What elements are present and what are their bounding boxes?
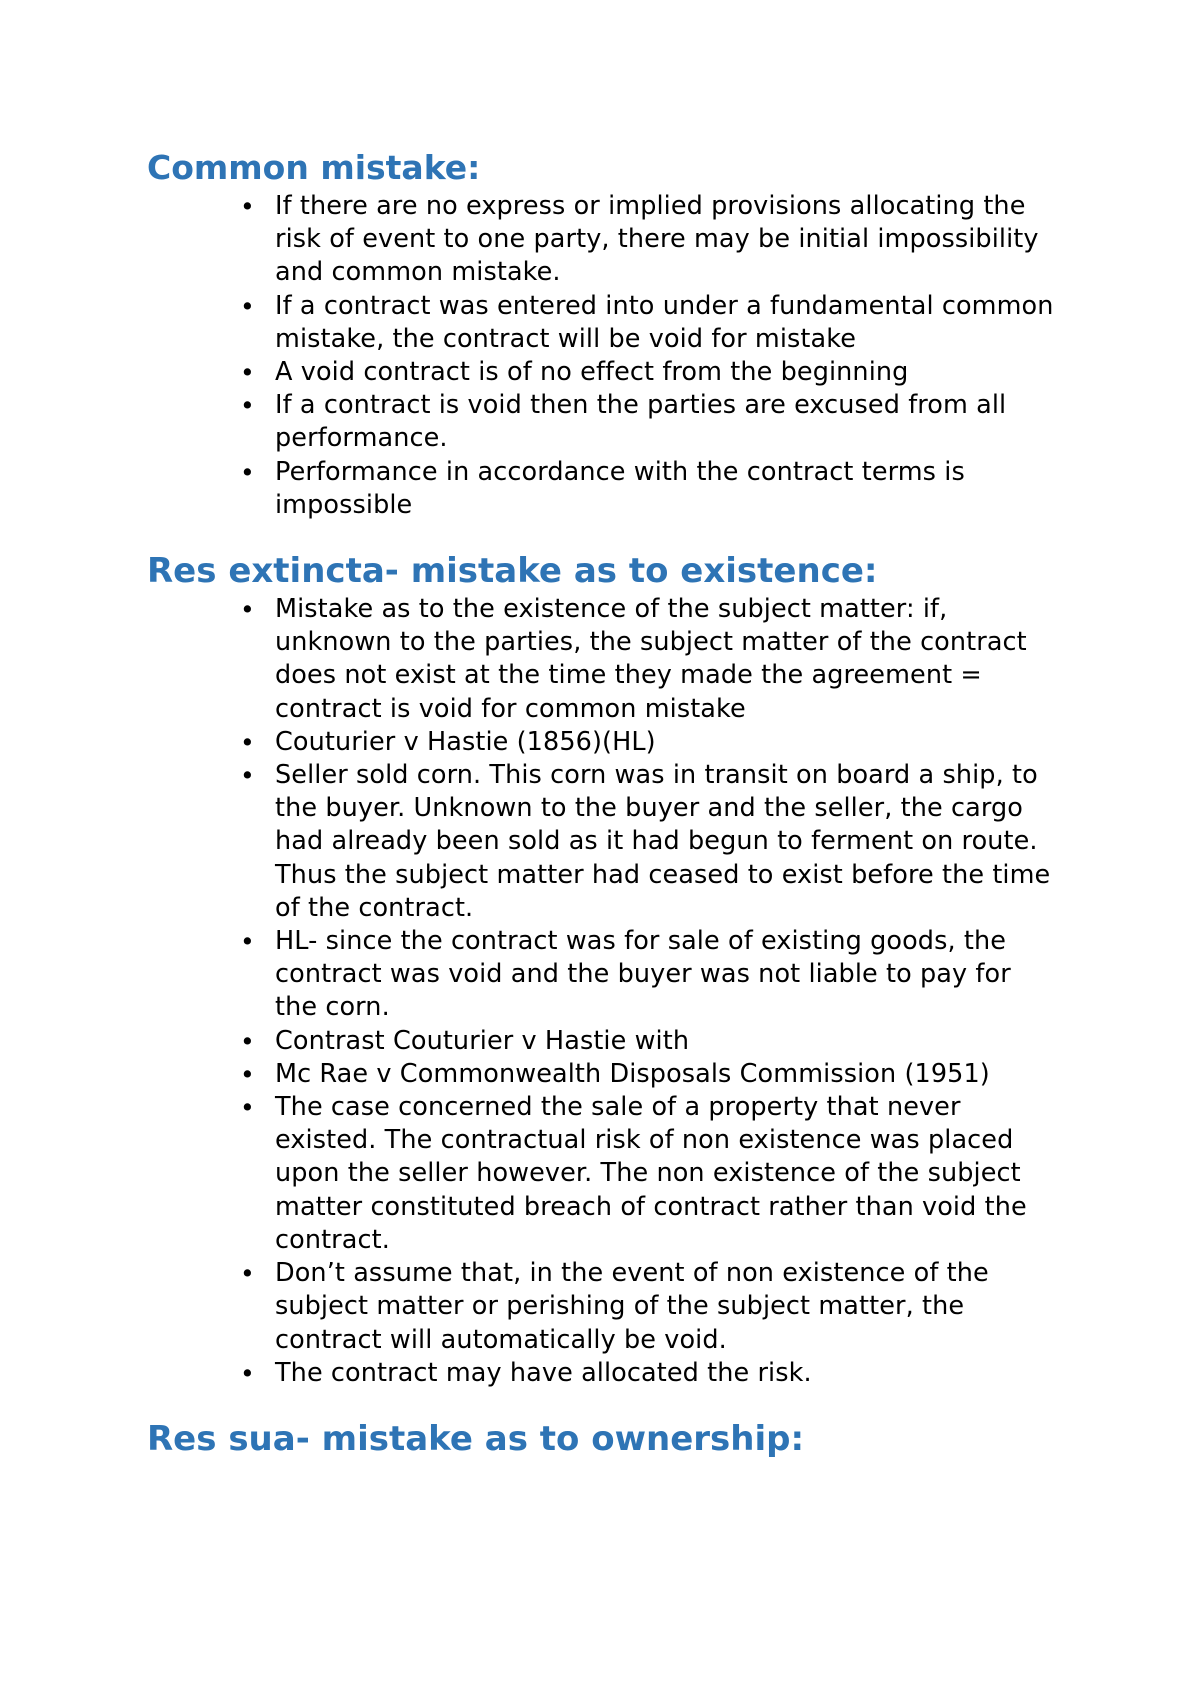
list-item xyxy=(240,1091,1060,1257)
bullet-icon: • xyxy=(240,1059,255,1089)
bullet-icon: • xyxy=(240,727,255,757)
list-item xyxy=(240,456,1060,522)
list-item xyxy=(240,190,1060,290)
list-item xyxy=(240,1357,1060,1390)
section-heading: Common mistake: xyxy=(147,148,481,187)
list-item xyxy=(240,593,1060,726)
list-item-text: Mistake as to the existence of the subject matter: if, unknown to the parties, the subject matter of the contract does not exist at the time they made the agreement = contract is void for common mistake xyxy=(275,594,1027,724)
bullet-icon: • xyxy=(240,927,255,957)
list-item-text: Couturier v Hastie (1856)(HL) xyxy=(275,726,656,757)
section-heading: Res sua- mistake as to ownership: xyxy=(147,1418,805,1459)
list-item-text: Mc Rae v Commonwealth Disposals Commission (1951) xyxy=(275,1058,990,1089)
list-item xyxy=(240,290,1060,356)
list-item-text: Don’t assume that, in the event of non existence of the subject matter or perishing of the subject matter, the contract will automatically be void. xyxy=(275,1258,989,1355)
section-res-sua xyxy=(147,1417,1060,1461)
list-item-text: If a contract was entered into under a fundamental common mistake, the contract will be void for mistake xyxy=(275,290,1054,354)
list-item xyxy=(240,925,1060,1025)
section-common-mistake xyxy=(147,146,1060,522)
bullet-icon: • xyxy=(240,391,255,421)
list-item-text: If there are no express or implied provisions allocating the risk of event to one party, there may be initial impossibility and common mistake. xyxy=(275,191,1039,288)
section-heading: Res extincta- mistake as to existence: xyxy=(147,551,878,592)
bullet-icon: • xyxy=(240,595,255,625)
bullet-icon: • xyxy=(240,291,255,321)
list-item-text: A void contract is of no effect from the beginning xyxy=(275,357,909,388)
list-item xyxy=(240,1257,1060,1357)
list-item xyxy=(240,356,1060,389)
bullet-icon: • xyxy=(240,1026,255,1056)
list-item-text: HL- since the contract was for sale of existing goods, the contract was void and the buyer was not liable to pay for the corn. xyxy=(275,926,1011,1023)
bullet-icon: • xyxy=(240,457,255,487)
list-item-text: If a contract is void then the parties are excused from all performance. xyxy=(275,390,1007,454)
list-item-text: Performance in accordance with the contract terms is impossible xyxy=(275,456,965,520)
bullet-icon: • xyxy=(240,761,255,791)
list-item xyxy=(240,389,1060,455)
list-item xyxy=(240,1025,1060,1058)
bullet-icon: • xyxy=(240,192,255,221)
bullet-icon: • xyxy=(240,1259,255,1289)
list-item-text: The contract may have allocated the risk. xyxy=(275,1357,812,1388)
list-item xyxy=(240,759,1060,925)
list-item-text: Contrast Couturier v Hastie with xyxy=(275,1025,690,1056)
list-item xyxy=(240,1058,1060,1091)
bullet-icon: • xyxy=(240,1093,255,1123)
bullet-icon: • xyxy=(240,358,255,388)
bullet-list xyxy=(147,190,1060,522)
bullet-list xyxy=(147,593,1060,1390)
bullet-icon: • xyxy=(240,1358,255,1388)
list-item-text: The case concerned the sale of a property that never existed. The contractual risk of non existence was placed upon the seller however. The non existence of the subject matter constituted breach of contract rather than void the contract. xyxy=(275,1092,1027,1255)
section-res-extincta xyxy=(147,549,1060,1390)
list-item xyxy=(240,726,1060,759)
list-item-text: Seller sold corn. This corn was in transit on board a ship, to the buyer. Unknown to the buyer and the seller, the cargo had already been sold as it had begun to ferment on route. Thus the subject matter had ceased to exist before the time of the contract. xyxy=(275,760,1051,923)
